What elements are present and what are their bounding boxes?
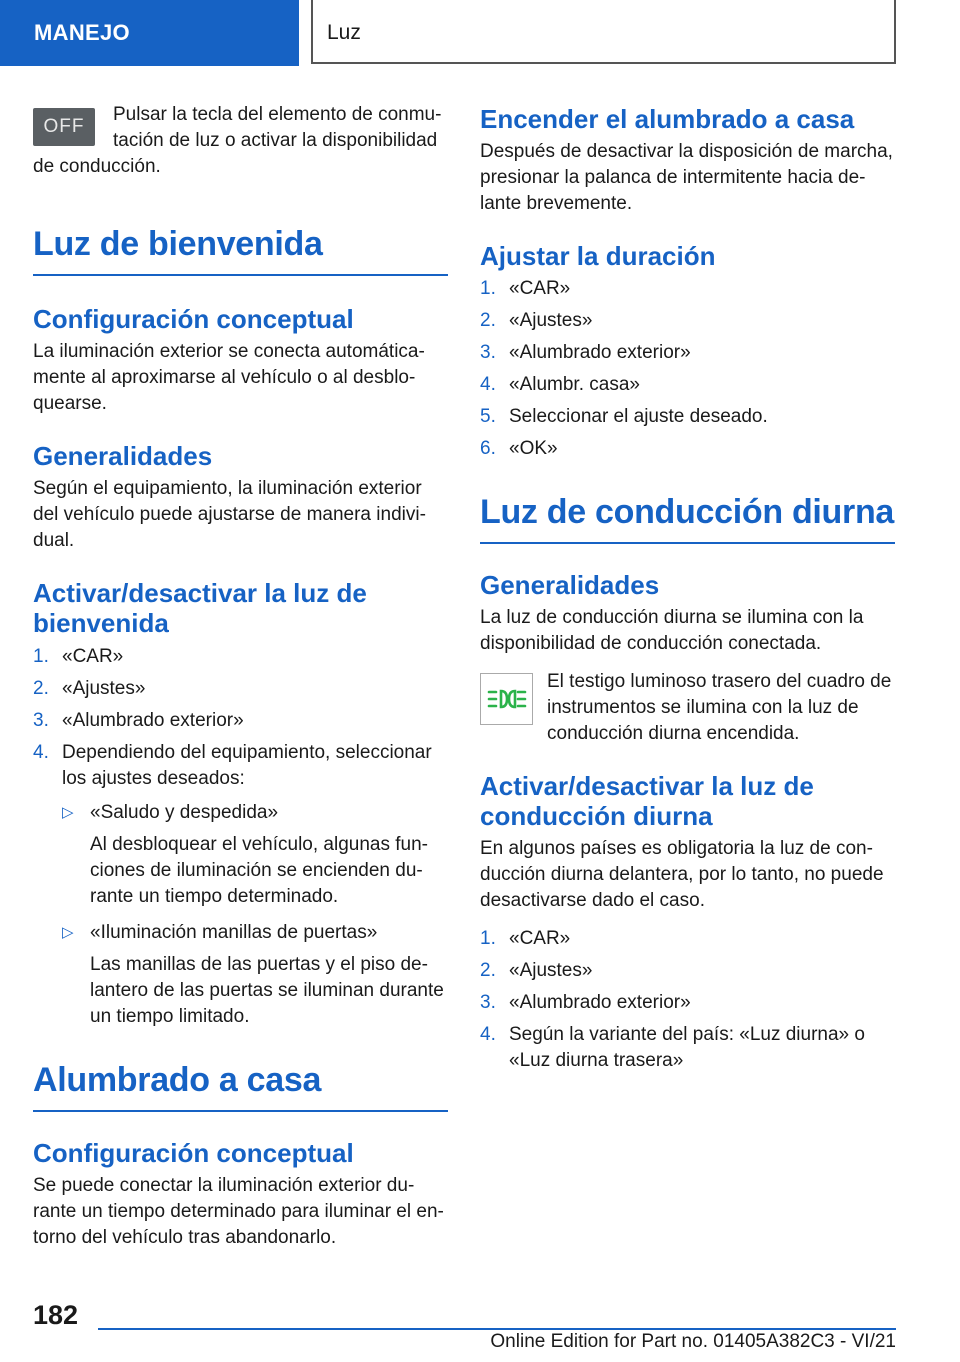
- section-title: MANEJO: [0, 0, 299, 66]
- drl-activate-text: En algunos países es obligatoria la luz de con-ducción diurna delantera, por lo tanto, no puede desactivarse dado el caso.: [480, 838, 884, 911]
- daytime-running-light-icon: [480, 673, 533, 725]
- left-column: [33, 100, 448, 1251]
- welcome-substeps: [62, 800, 448, 1030]
- list-item: 2. «Ajustes»: [33, 678, 146, 699]
- welcome-concept-text: La iluminación exterior se conecta automática-mente al aproximarse al vehículo o al desblo-quearse.: [33, 341, 425, 414]
- triangle-bullet-icon: ▷: [62, 924, 74, 941]
- home-light-heading: Alumbrado a casa: [33, 1060, 448, 1112]
- list-item: 2. «Ajustes»: [480, 960, 593, 981]
- welcome-steps: [33, 644, 448, 1030]
- footer-divider: [98, 1328, 896, 1330]
- chapter-title: Luz: [311, 0, 896, 64]
- list-item: 3. «Alumbrado exterior»: [480, 992, 691, 1013]
- welcome-light-heading: Luz de bienvenida: [33, 224, 448, 276]
- duration-heading: Ajustar la duración: [480, 241, 716, 271]
- welcome-activate-heading: Activar/desactivar la luz de bienvenida: [33, 578, 367, 638]
- page-number: 182: [33, 1300, 79, 1330]
- list-item: 3. «Alumbrado exterior»: [480, 342, 691, 363]
- duration-steps: [480, 276, 895, 462]
- edition-text: Online Edition for Part no. 01405A382C3 - VI/21: [490, 1331, 896, 1352]
- home-concept-heading: Configuración conceptual: [33, 1138, 354, 1168]
- drl-general-text: La luz de conducción diurna se ilumina con la disponibilidad de conducción conectada.: [480, 607, 864, 654]
- home-concept-text: Se puede conectar la iluminación exterior du-rante un tiempo determinado para iluminar el en-torno del vehículo tras abandonarlo.: [33, 1175, 444, 1248]
- list-item: 6. «OK»: [480, 438, 558, 459]
- drl-heading: Luz de conducción diurna: [480, 492, 895, 544]
- list-item: 1. «CAR»: [480, 928, 571, 949]
- welcome-concept-heading: Configuración conceptual: [33, 304, 354, 334]
- drl-steps: [480, 926, 895, 1074]
- list-item: ▷ «Iluminación manillas de puertas» Las manillas de las puertas y el piso de-lantero de las puertas se iluminan durante un tiempo limitado.: [62, 922, 444, 1027]
- list-item: 3. «Alumbrado exterior»: [33, 710, 244, 731]
- list-item: 1. «CAR»: [480, 278, 571, 299]
- list-item: ▷ «Saludo y despedida» Al desbloquear el vehículo, algunas fun-ciones de iluminación se encienden du-rante un tiempo determinado.: [62, 802, 429, 907]
- drl-indicator-text: El testigo luminoso trasero del cuadro de instrumentos se ilumina con la luz de conducción diurna encendida.: [547, 671, 892, 744]
- page-header: [0, 0, 960, 66]
- off-instruction: [33, 100, 448, 180]
- list-item: 2. «Ajustes»: [480, 310, 593, 331]
- home-on-heading: Encender el alumbrado a casa: [480, 104, 855, 134]
- list-item: 4. Según la variante del país: «Luz diurna» o «Luz diurna trasera»: [480, 1024, 865, 1071]
- drl-activate-heading: Activar/desactivar la luz de conducción diurna: [480, 771, 814, 831]
- drl-general-heading: Generalidades: [480, 570, 660, 600]
- triangle-bullet-icon: ▷: [62, 804, 74, 821]
- list-item: 4. «Alumbr. casa»: [480, 374, 640, 395]
- welcome-general-text: Según el equipamiento, la iluminación exterior del vehículo puede ajustarse de manera indivi-dual.: [33, 478, 426, 551]
- off-button-icon: OFF: [33, 108, 95, 146]
- home-on-text: Después de desactivar la disposición de marcha, presionar la palanca de intermitente hacia de-lante brevemente.: [480, 141, 893, 214]
- list-item: 4. Dependiendo del equipamiento, seleccionar los ajustes deseados: ▷ «Saludo y despedida» Al desbloquear el vehículo, algunas fun-ciones de iluminación se encienden du-rante un tiempo determinado. ▷ «Iluminación manillas de puertas» Las manillas de las puertas y el piso de-lantero de las puertas se iluminan durante un tiempo limitado.: [33, 740, 448, 1030]
- drl-indicator-note: [480, 669, 895, 747]
- welcome-general-heading: Generalidades: [33, 441, 213, 471]
- right-column: [480, 104, 895, 1080]
- off-instruction-text: Pulsar la tecla del elemento de conmu-tación de luz o activar la disponibilidad de conducción.: [33, 104, 442, 177]
- list-item: 5. Seleccionar el ajuste deseado.: [480, 406, 768, 427]
- list-item: 1. «CAR»: [33, 646, 124, 667]
